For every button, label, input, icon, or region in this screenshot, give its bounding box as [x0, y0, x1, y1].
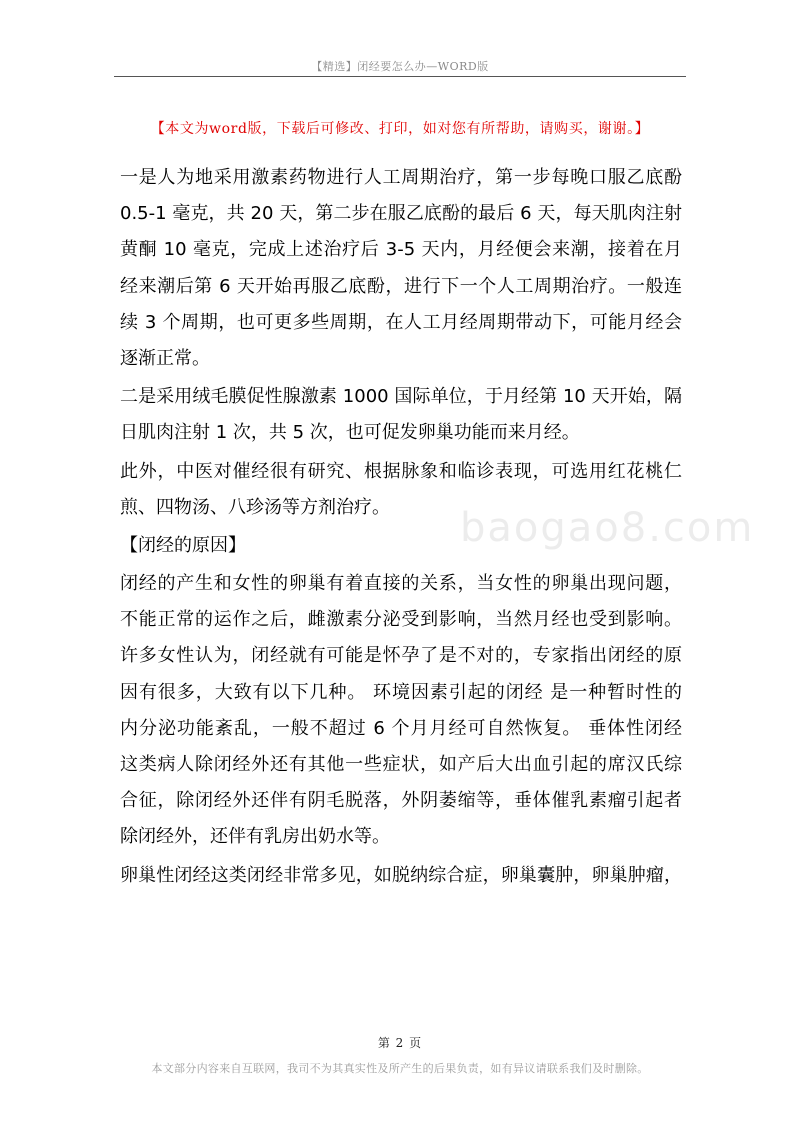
watermark: baogao8.com	[460, 505, 755, 551]
text-line: 卵巢性闭经这类闭经非常多见，如脱纳综合症，卵巢囊肿，卵巢肿瘤，	[120, 864, 682, 886]
text-line: 黄酮 10 毫克，完成上述治疗后 3-5 天内，月经便会来潮，接着在月	[120, 239, 682, 261]
text-line: 二是采用绒毛膜促性腺激素 1000 国际单位，于月经第 10 天开始，隔	[120, 386, 682, 408]
text-line: 闭经的产生和女性的卵巢有着直接的关系，当女性的卵巢出现问题，	[120, 573, 682, 595]
section-heading	[120, 528, 682, 564]
text-line: 日肌肉注射 1 次，共 5 次，也可促发卵巢功能而来月经。	[120, 422, 580, 444]
page-number: 第 2 页	[377, 1036, 423, 1050]
text-line: 除闭经外，还伴有乳房出奶水等。	[120, 826, 390, 848]
text-line: 续 3 个周期，也可更多些周期，在人工月经周期带动下，可能月经会	[120, 311, 682, 333]
text-line: 内分泌功能紊乱，一般不超过 6 个月月经可自然恢复。 垂体性闭经	[120, 717, 682, 739]
document-body	[120, 160, 682, 896]
heading-text: 【闭经的原因】	[120, 534, 246, 556]
text-line: 0.5-1 毫克，共 20 天，第二步在服乙底酚的最后 6 天，每天肌肉注射	[120, 203, 682, 225]
header-divider	[114, 76, 686, 77]
text-line: 合征，除闭经外还伴有阴毛脱落，外阴萎缩等，垂体催乳素瘤引起者	[120, 790, 682, 812]
page-header: 【精选】闭经要怎么办—WORD版	[311, 60, 489, 73]
text-line: 煎、四物汤、八珍汤等方剂治疗。	[120, 496, 390, 518]
text-line: 因有很多，大致有以下几种。 环境因素引起的闭经 是一种暂时性的	[120, 681, 682, 703]
text-line: 这类病人除闭经外还有其他一些症状，如产后大出血引起的席汉氏综	[120, 754, 682, 775]
text-line: 逐渐正常。	[120, 347, 210, 369]
paragraph-artificial-cycle	[120, 160, 682, 377]
text-line: 不能正常的运作之后，雌激素分泌受到影响，当然月经也受到影响。	[120, 609, 682, 631]
text-line: 许多女性认为，闭经就有可能是怀孕了是不对的，专家指出闭经的原	[120, 645, 682, 667]
download-notice: 【本文为word版，下载后可修改、打印，如对您有所帮助，请购买，谢谢。】	[150, 121, 650, 137]
paragraph-causes	[120, 566, 682, 856]
paragraph-hcg	[120, 379, 682, 451]
text-line: 一是人为地采用激素药物进行人工周期治疗，第一步每晚口服乙底酚	[120, 167, 682, 188]
paragraph-ovarian	[120, 858, 682, 894]
page-footer-disclaimer: 本文部分内容来自互联网，我司不为其真实性及所产生的后果负责，如有异议请联系我们及时删除。	[151, 1062, 649, 1075]
text-line: 此外，中医对催经很有研究、根据脉象和临诊表现，可选用红花桃仁	[120, 460, 682, 482]
text-line: 经来潮后第 6 天开始再服乙底酚，进行下一个人工周期治疗。一般连	[120, 275, 682, 297]
paragraph-tcm	[120, 454, 682, 526]
